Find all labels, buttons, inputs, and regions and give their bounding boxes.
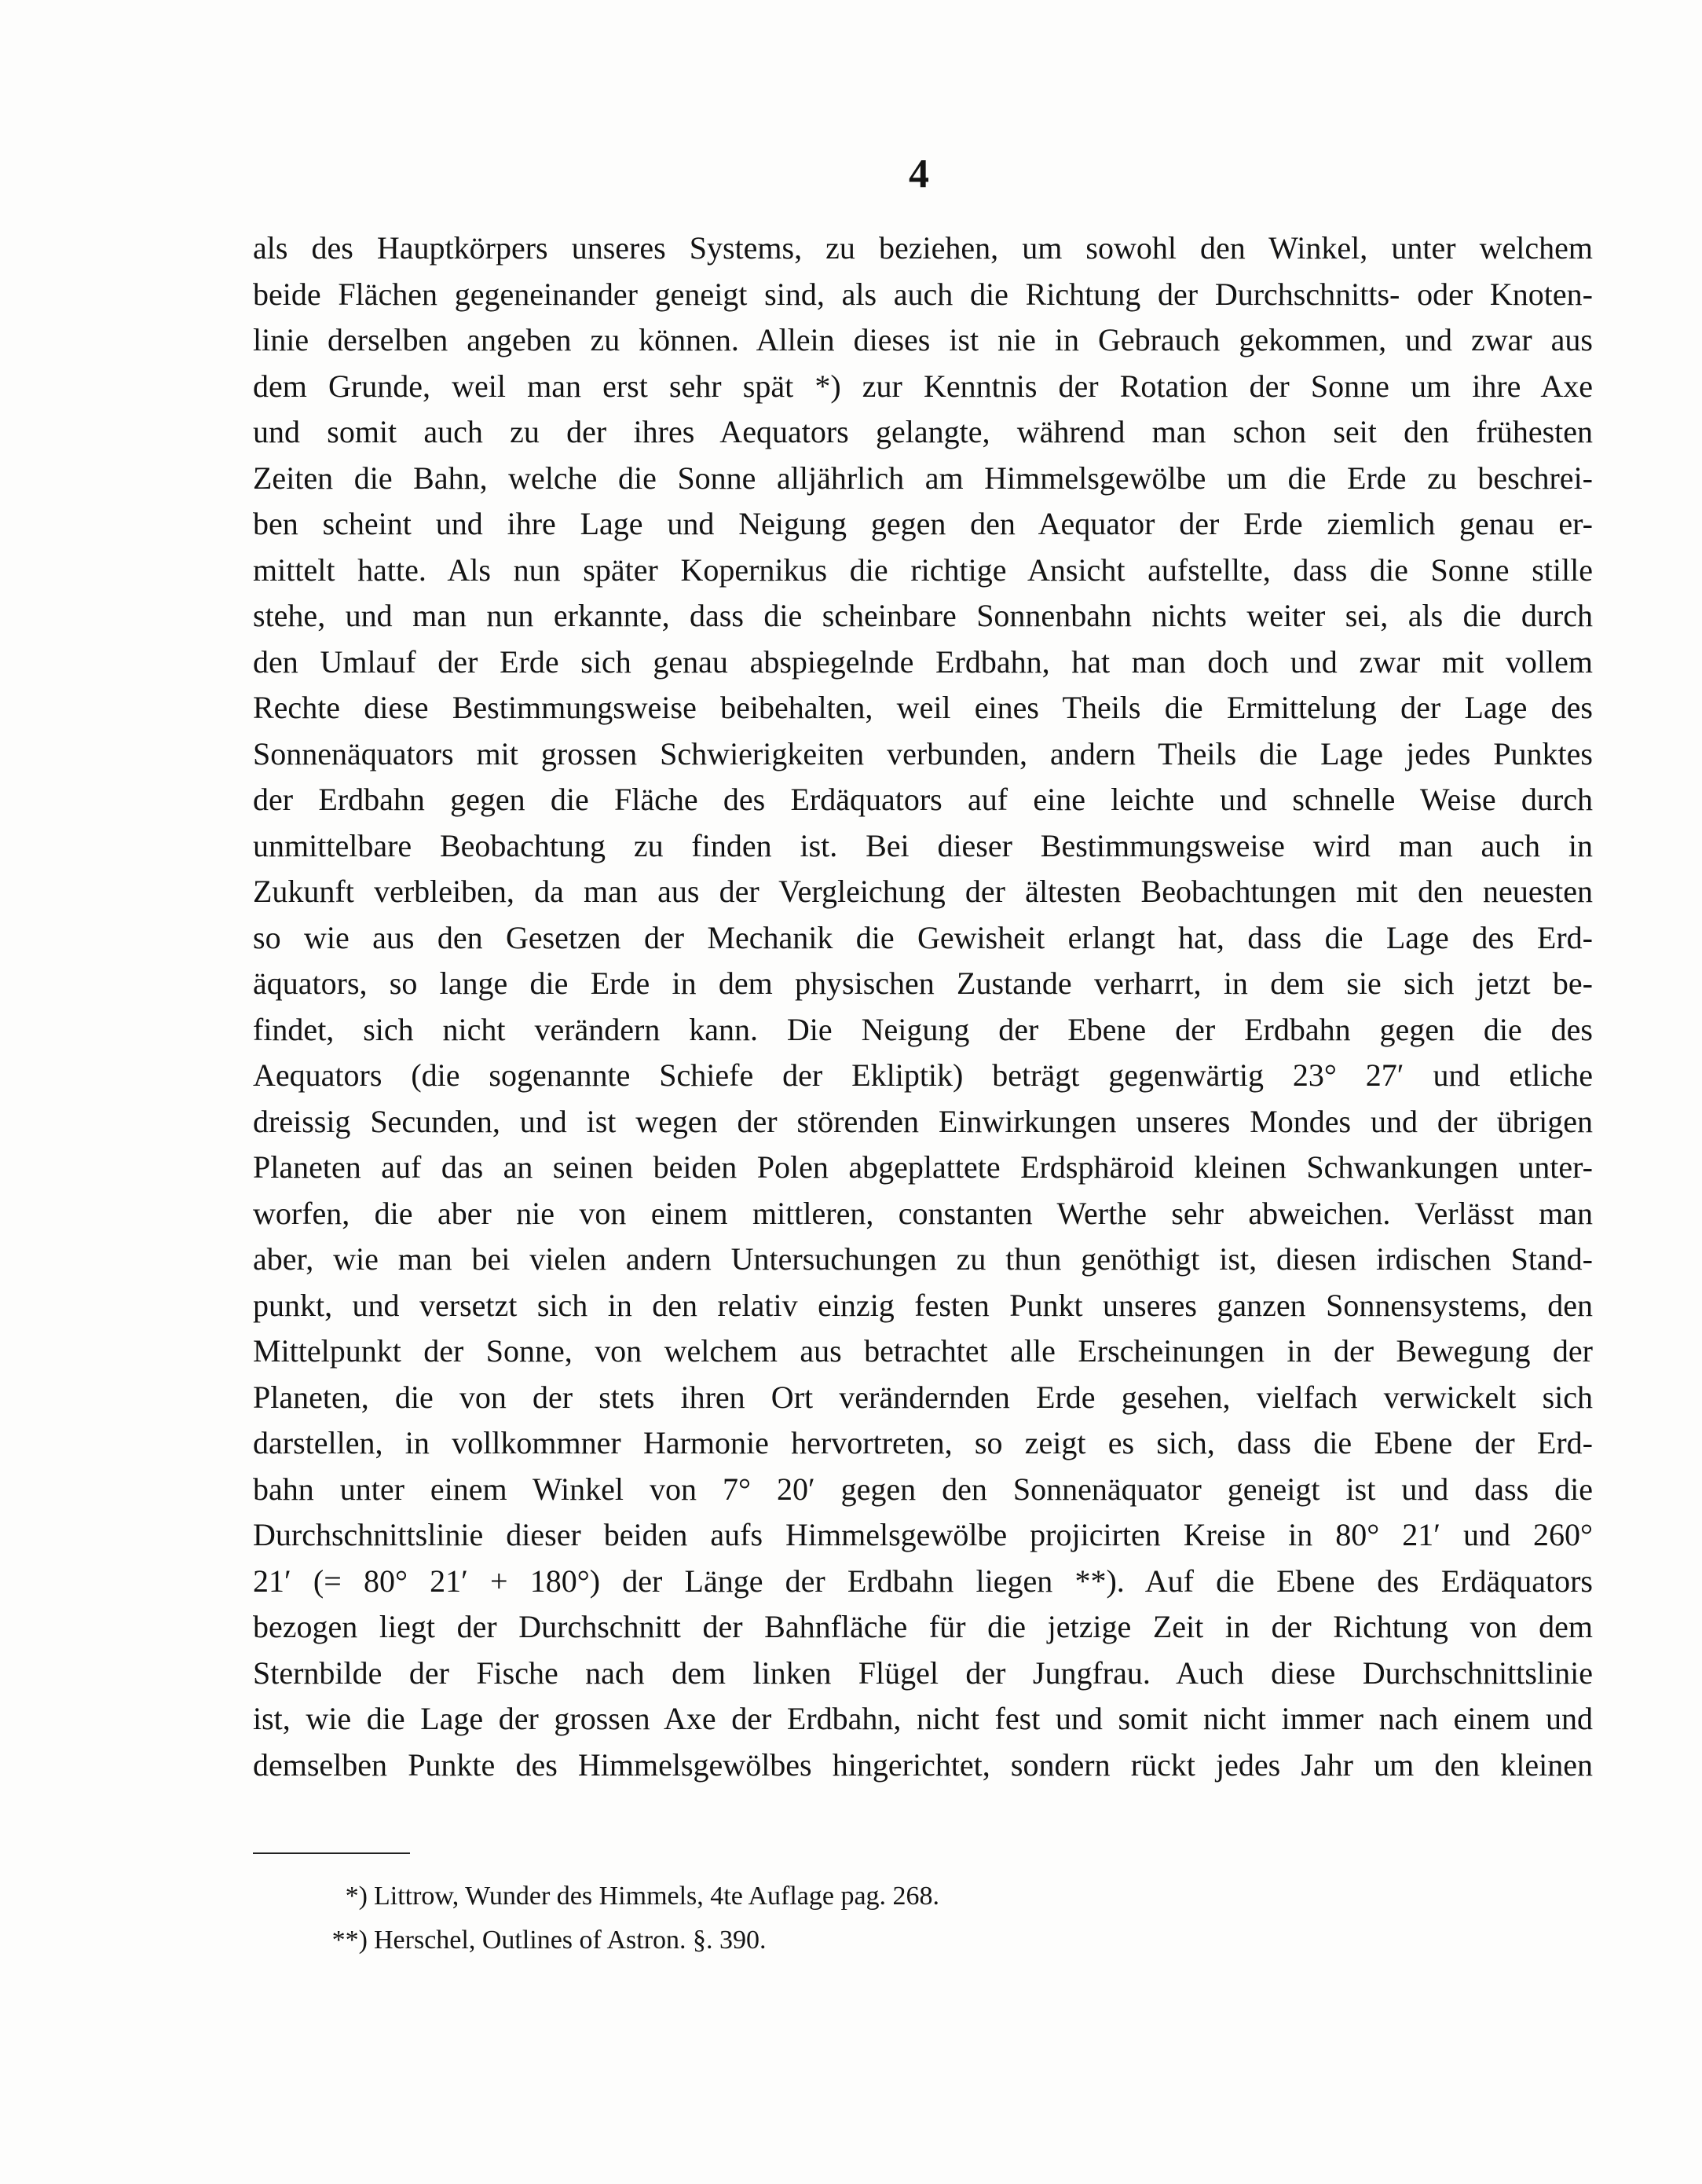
text-line: mittelt hatte. Als nun später Kopernikus die richtige Ansicht aufstellte, dass die Sonne stille (253, 551, 1593, 588)
text-line: dreissig Secunden, und ist wegen der störenden Einwirkungen unseres Mondes und der übrigen (253, 1103, 1593, 1139)
text-line: der Erdbahn gegen die Fläche des Erdäquators auf eine leichte und schnelle Weise durch (253, 782, 1593, 817)
text-line: bahn unter einem Winkel von 7° 20′ gegen den Sonnenäquator geneigt ist und dass die (253, 1471, 1593, 1507)
text-line: und somit auch zu der ihres Aequators gelangte, während man schon seit den frühesten (253, 414, 1593, 449)
text-line: Aequators (die sogenannte Schiefe der Ekliptik) beträgt gegenwärtig 23° 27′ und etliche (253, 1057, 1593, 1093)
text-line: Planeten auf das an seinen beiden Polen abgeplattete Erdsphäroid kleinen Schwankungen unter- (253, 1149, 1593, 1185)
text-line: 21′ (= 80° 21′ + 180°) der Länge der Erdbahn liegen **). Auf die Ebene des Erdäquators (253, 1563, 1593, 1599)
text-line: darstellen, in vollkommner Harmonie hervortreten, so zeigt es sich, dass die Ebene der Erd- (253, 1425, 1593, 1460)
text-line: aber, wie man bei vielen andern Untersuchungen zu thun genöthigt ist, diesen irdischen Stand- (253, 1241, 1593, 1277)
text-line: beide Flächen gegeneinander geneigt sind, als auch die Richtung der Durchschnitts- oder Knoten- (253, 276, 1593, 312)
text-line: Zukunft verbleiben, da man aus der Vergleichung der ältesten Beobachtungen mit den neuesten (253, 874, 1593, 909)
text-line: Sternbilde der Fische nach dem linken Flügel der Jungfrau. Auch diese Durchschnittslinie (253, 1654, 1593, 1691)
text-line: unmittelbare Beobachtung zu finden ist. Bei dieser Bestimmungsweise wird man auch in (253, 827, 1593, 863)
text-line: Mittelpunkt der Sonne, von welchem aus betrachtet alle Erscheinungen in der Bewegung der (253, 1333, 1593, 1369)
page-number: 4 (909, 152, 929, 196)
body-text (253, 225, 1593, 1788)
text-line: worfen, die aber nie von einem mittleren, constanten Werthe sehr abweichen. Verlässt man (253, 1195, 1593, 1231)
text-line: äquators, so lange die Erde in dem physischen Zustande verharrt, in dem sie sich jetzt be- (253, 966, 1593, 1001)
text-line: demselben Punkte des Himmelsgewölbes hingerichtet, sondern rückt jedes Jahr um den kleinen (253, 1746, 1593, 1783)
text-line: dem Grunde, weil man erst sehr spät *) zur Kenntnis der Rotation der Sonne um ihre Axe (253, 368, 1593, 404)
text-line: bezogen liegt der Durchschnitt der Bahnfläche für die jetzige Zeit in der Richtung von dem (253, 1609, 1593, 1644)
footnotes (314, 1874, 1414, 1962)
text-line: Rechte diese Bestimmungsweise beibehalten, weil eines Theils die Ermittelung der Lage des (253, 690, 1593, 725)
footnote-divider (253, 1852, 410, 1854)
text-line: so wie aus den Gesetzen der Mechanik die Gewisheit erlangt hat, dass die Lage des Erd- (253, 919, 1593, 955)
text-line: linie derselben angeben zu können. Allein dieses ist nie in Gebrauch gekommen, und zwar aus (253, 322, 1593, 357)
text-line: ist, wie die Lage der grossen Axe der Erdbahn, nicht fest und somit nicht immer nach einem und (253, 1701, 1593, 1736)
text-line: als des Hauptkörpers unseres Systems, zu beziehen, um sowohl den Winkel, unter welchem (253, 230, 1593, 266)
text-line: punkt, und versetzt sich in den relativ einzig festen Punkt unseres ganzen Sonnensystems, den (253, 1287, 1593, 1323)
footnote (314, 1874, 1414, 1918)
text-line: Planeten, die von der stets ihren Ort verändernden Erde gesehen, vielfach verwickelt sich (253, 1379, 1593, 1415)
footnote-text: Herschel, Outlines of Astron. §. 390. (374, 1926, 767, 1955)
text-line: Sonnenäquators mit grossen Schwierigkeiten verbunden, andern Theils die Lage jedes Punktes (253, 735, 1593, 771)
text-line: stehe, und man nun erkannte, dass die scheinbare Sonnenbahn nichts weiter sei, als die durch (253, 598, 1593, 633)
footnote-mark: *) (345, 1882, 368, 1911)
text-line: Zeiten die Bahn, welche die Sonne alljährlich am Himmelsgewölbe um die Erde zu beschrei- (253, 460, 1593, 496)
text-line: Durchschnittslinie dieser beiden aufs Himmelsgewölbe projicirten Kreise in 80° 21′ und 260° (253, 1517, 1593, 1552)
footnote-mark: **) (331, 1926, 368, 1955)
text-line: den Umlauf der Erde sich genau abspiegelnde Erdbahn, hat man doch und zwar mit vollem (253, 643, 1593, 680)
text-line: findet, sich nicht verändern kann. Die Neigung der Ebene der Erdbahn gegen die des (253, 1011, 1593, 1047)
footnote (314, 1918, 1414, 1962)
text-line: ben scheint und ihre Lage und Neigung gegen den Aequator der Erde ziemlich genau er- (253, 506, 1593, 541)
footnote-text: Littrow, Wunder des Himmels, 4te Auflage pag. 268. (374, 1882, 940, 1911)
